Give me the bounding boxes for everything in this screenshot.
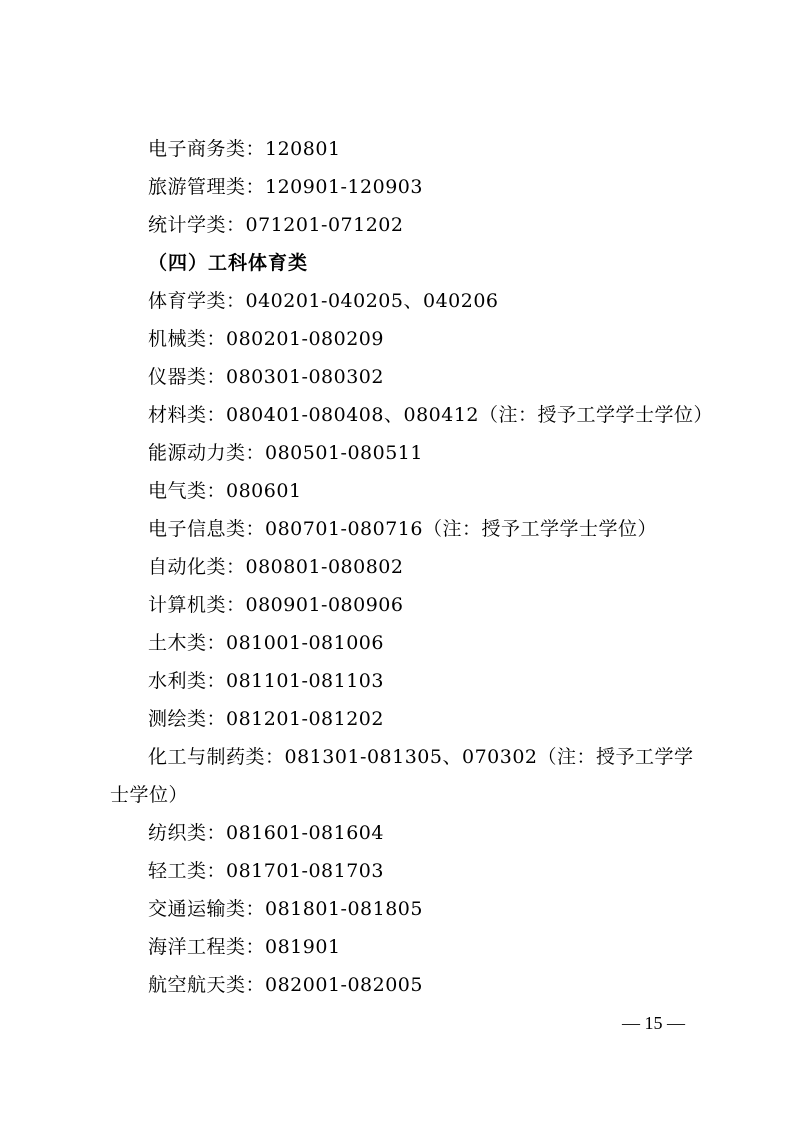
category-line-instrument: 仪器类：080301-080302 [148,366,384,388]
category-line-water-conservancy: 水利类：081101-081103 [148,670,384,692]
category-line-light-industry: 轻工类：081701-081703 [148,860,384,882]
section-heading: （四）工科体育类 [148,252,309,274]
category-line-civil: 土木类：081001-081006 [148,632,384,654]
category-line-electrical: 电气类：080601 [148,480,302,502]
category-line-energy-power: 能源动力类：080501-080511 [148,442,423,464]
category-line-surveying: 测绘类：081201-081202 [148,708,384,730]
category-line-materials: 材料类：080401-080408、080412（注：授予工学学士学位） [148,404,714,426]
category-line-automation: 自动化类：080801-080802 [148,556,404,578]
category-line-computer: 计算机类：080901-080906 [148,594,404,616]
page-number: — 15 — [622,1013,685,1033]
category-line-electronic-information: 电子信息类：080701-080716（注：授予工学学士学位） [148,518,657,540]
category-line-mechanical: 机械类：080201-080209 [148,328,384,350]
category-line-ocean-engineering: 海洋工程类：081901 [148,936,341,958]
category-line-physical-education: 体育学类：040201-040205、040206 [148,290,499,312]
category-line-aerospace: 航空航天类：082001-082005 [148,974,423,996]
category-line-textile: 纺织类：081601-081604 [148,822,384,844]
category-line-tourism-management: 旅游管理类：120901-120903 [148,176,423,198]
category-line-e-commerce: 电子商务类：120801 [148,138,341,160]
category-line-transportation: 交通运输类：081801-081805 [148,898,423,920]
category-line-statistics: 统计学类：071201-071202 [148,214,404,236]
category-line-chemical-pharmaceutical: 化工与制药类：081301-081305、070302（注：授予工学学 [148,746,694,768]
category-line-chemical-pharmaceutical-continued: 士学位） [110,784,189,806]
